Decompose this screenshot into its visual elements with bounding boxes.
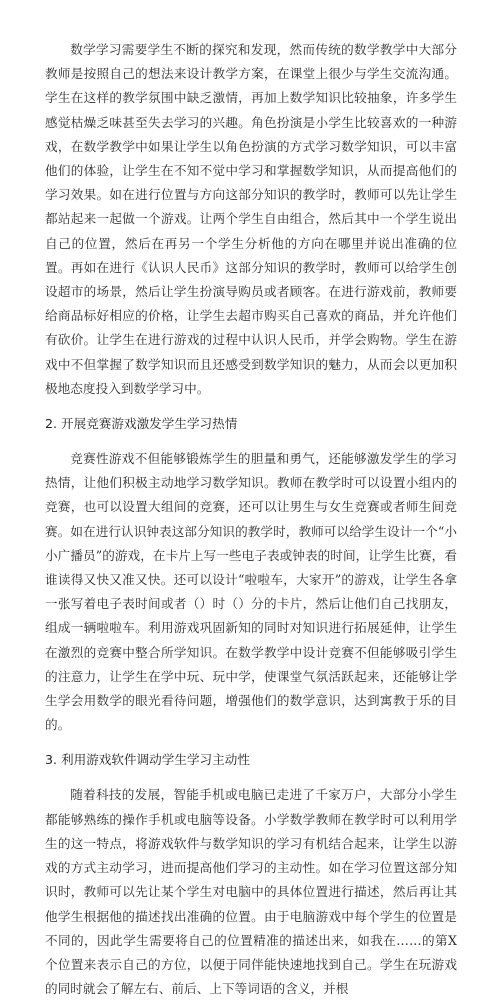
- section-number: 2.: [45, 416, 58, 432]
- paragraph-role-play: 数学学习需要学生不断的探究和发现，然而传统的数学教学中大部分教师是按照自己的想法来设计教学方案，在课堂上很少与学生交流沟通。学生在这样的教学氛围中缺乏激情，再加上数学知识比较抽象，许多学生感觉枯燥乏味甚至失去学习的兴趣。角色扮演是小学生比较喜欢的一种游戏，在数学教学中如果让学生以角色扮演的方式学习数学知识，可以丰富他们的体验，让学生在不知不觉中学习和掌握数学知识，从而提高他们的学习效果。如在进行位置与方向这部分知识的教学时，教师可以先让学生都站起来一起做一个游戏。让两个学生自由组合，然后其中一个学生说出自己的位置，然后在再另一个学生分析他的方向在哪里并说出准确的位置。再如在进行《认识人民币》这部分知识的教学时，教师可以给学生创设超市的场景，然后让学生扮演导购员或者顾客。在进行游戏前，教师要给商品标好相应的价格，让学生去超市购买自己喜欢的商品，并允许他们有砍价。让学生在进行游戏的过程中认识人民币，并学会购物。学生在游戏中不但掌握了数学知识而且还感受到数学知识的魅力，从而会以更加积极地态度投入到数学学习中。: [45, 42, 457, 396]
- section-heading-competition: [45, 412, 457, 436]
- paragraph-competition-games: 竞赛性游戏不但能够锻炼学生的胆量和勇气，还能够激发学生的学习热情，让他们积极主动地学习数学知识。教师在教学时可以设置小组内的竞赛，也可以设置大组间的竞赛，还可以让男生与女生竞赛或者师生间竞赛。如在进行认识钟表这部分知识的教学时，教师可以给学生设计一个“小小广播员”的游戏，在卡片上写一些电子表或钟表的时间，让学生比赛，看谁读得又快又准又快。还可以设计“啦啦车，大家开”的游戏，让学生各拿一张写着电子表时间或者（）时（）分的卡片，然后让他们自己找朋友，组成一辆啦啦车。利用游戏巩固新知的同时对知识进行拓展延伸，让学生在激烈的竞赛中整合所学知识。在数学教学中设计竞赛不但能够吸引学生的注意力，让学生在学中玩、玩中学，使课堂气氛活跃起来，还能够让学生学会用数学的眼光看待问题，增强他们的数学意识，达到寓教于乐的目的。: [45, 451, 457, 733]
- section-title: 开展竞赛游戏激发学生学习热情: [61, 416, 238, 432]
- section-number: 3.: [45, 752, 58, 768]
- section-heading-game-software: [45, 748, 457, 772]
- document-page: [45, 38, 457, 1001]
- paragraph-game-software: 随着科技的发展，智能手机或电脑已走进了千家万户，大部分小学生都能够熟练的操作手机或电脑等设备。小学数学教师在教学时可以利用学生的这一特点，将游戏软件与数学知识的学习有机结合起来，让学生以游戏的方式主动学习，进而提高他们学习的主动性。如在学习位置这部分知识时，教师可以先让某个学生对电脑中的具体位置进行描述，然后再让其他学生根据他的描述找出准确的位置。由于电脑游戏中每个学生的位置是不同的，因此学生需要将自己的位置精准的描述出来，如我在……的第X个位置来表示自己的方位，以便于同伴能快速地找到自己。学生在玩游戏的同时就会了解左右、前后、上下等词语的含义，并根: [45, 787, 457, 997]
- section-title: 利用游戏软件调动学生学习主动性: [61, 752, 250, 768]
